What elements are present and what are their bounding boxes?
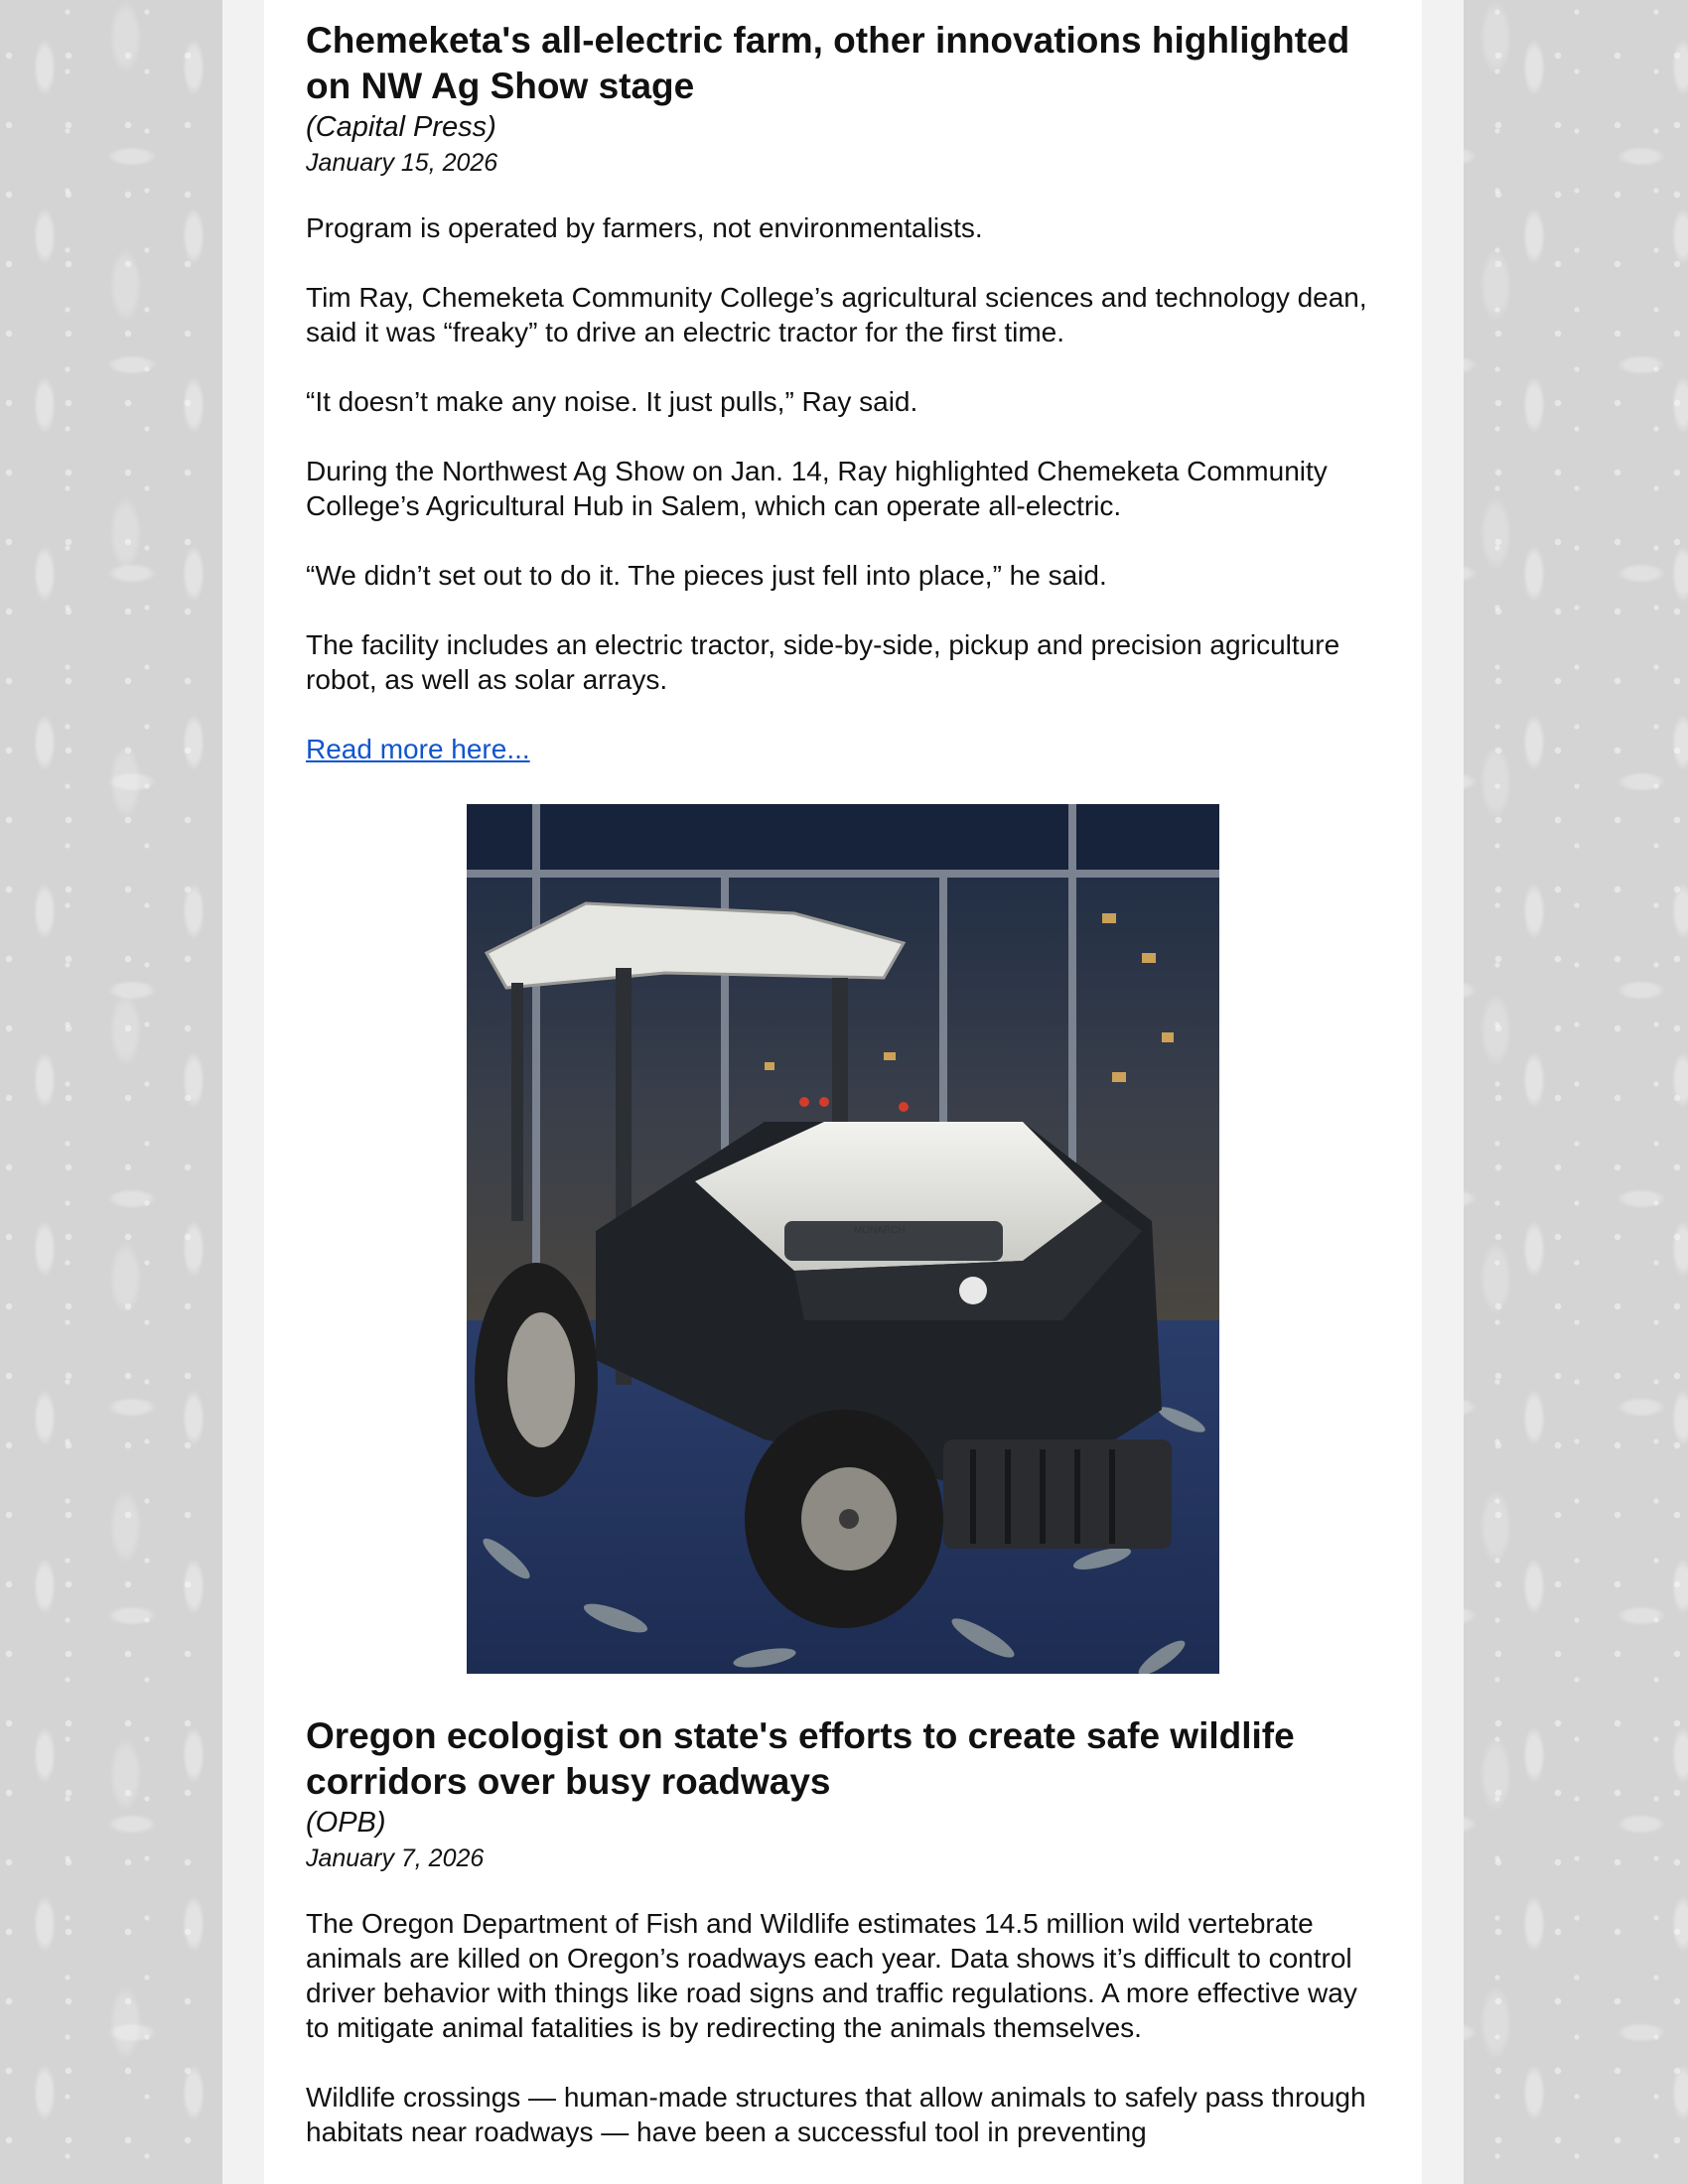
email-frame — [222, 0, 1464, 2184]
article-date: January 7, 2026 — [306, 1844, 485, 1872]
article-paragraph: During the Northwest Ag Show on Jan. 14, Ray highlighted Chemeketa Community College’s Agricultural Hub in Salem, which can operate all-electric. — [306, 456, 1328, 521]
email-body — [264, 0, 1422, 2184]
article-paragraph: Tim Ray, Chemeketa Community College’s agricultural sciences and technology dean, said it was “freaky” to drive an electric tractor for the first time. — [306, 282, 1367, 347]
article-source: (OPB) — [306, 1807, 386, 1839]
electric-tractor-photo — [467, 804, 1219, 1674]
article-paragraph: “We didn’t set out to do it. The pieces just fell into place,” he said. — [306, 560, 1107, 591]
article-paragraph: The Oregon Department of Fish and Wildlife estimates 14.5 million wild vertebrate animals are killed on Oregon’s roadways each year. Data shows it’s difficult to control driver behavior with things like road signs and traffic regulations. A more effective way to mitigate animal fatalities is by redirecting the animals themselves. — [306, 1908, 1357, 2043]
article-paragraph: The facility includes an electric tractor, side-by-side, pickup and precision agriculture robot, as well as solar arrays. — [306, 629, 1340, 695]
article-paragraph: Wildlife crossings — human-made structures that allow animals to safely pass through habitats near roadways — have been a successful tool in preventing — [306, 2082, 1366, 2147]
read-more-link[interactable]: Read more here... — [306, 734, 530, 764]
tractor-brand-label: MONARCH — [854, 1225, 906, 1236]
article-paragraph: “It doesn’t make any noise. It just pulls,” Ray said. — [306, 386, 918, 417]
newsletter-content — [306, 18, 1380, 2184]
article-title: Chemeketa's all-electric farm, other innovations highlighted on NW Ag Show stage — [306, 20, 1350, 106]
article-date: January 15, 2026 — [306, 149, 498, 177]
article-chemeketa — [306, 18, 1380, 1674]
article-title: Oregon ecologist on state's efforts to create safe wildlife corridors over busy roadways — [306, 1715, 1295, 1802]
article-wildlife-corridors — [306, 1713, 1380, 2149]
photo-container — [306, 804, 1380, 1674]
article-source: (Capital Press) — [306, 111, 496, 143]
article-paragraph: Program is operated by farmers, not environmentalists. — [306, 212, 983, 243]
